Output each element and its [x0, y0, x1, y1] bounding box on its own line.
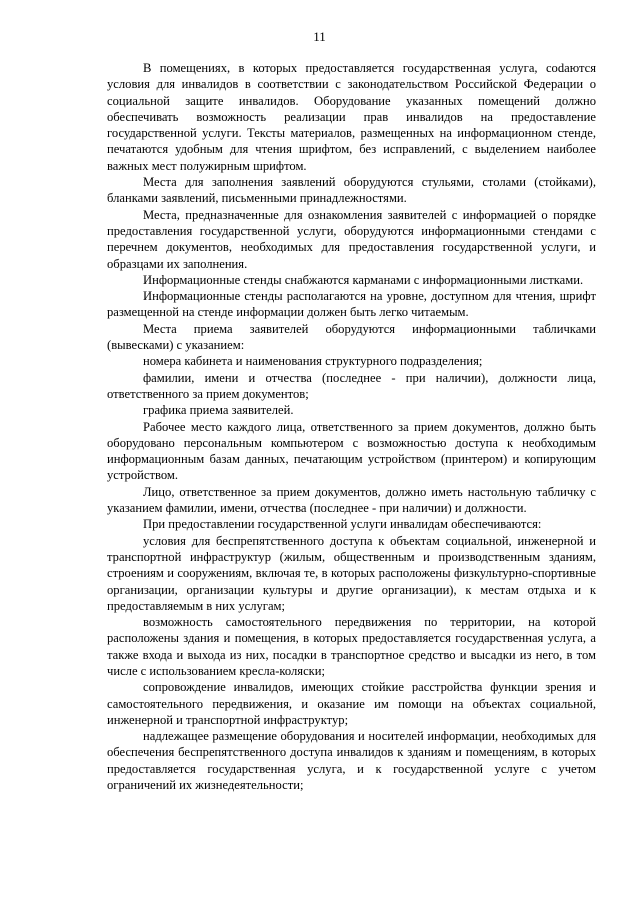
- paragraph: В помещениях, в которых предоставляется государственная услуга, соdаются условия для инвалидов в соответствии с законодательством Российской Федерации о социальной защите инвалидов. Оборудование указанных помещений должно обеспечивать возможность реализации прав инвалидов на предоставление государственной услуги. Тексты материалов, размещенных на информационном стенде, печатаются удобным для чтения шрифтом, без исправлений, с выделением наиболее важных мест полужирным шрифтом.: [107, 61, 596, 173]
- paragraph: Рабочее место каждого лица, ответственного за прием документов, должно быть оборудовано персональным компьютером с возможностью доступа к необходимым информационным базам данных, печатающим устройством (принтером) и копирующим устройством.: [107, 419, 596, 483]
- list-item: сопровождение инвалидов, имеющих стойкие расстройства функции зрения и самостоятельного передвижения, и оказание им помощи на объектах социальной, инженерной и транспортной инфраструктур;: [107, 680, 596, 727]
- list-item: графика приема заявителей.: [143, 403, 294, 418]
- list-item: надлежащее размещение оборудования и носителей информации, необходимых для обеспечения беспрепятственного доступа инвалидов к зданиям и помещениям, в которых предоставляется государственная услуга, и к государственной услуге с учетом ограничений их жизнедеятельности;: [107, 729, 596, 793]
- document-body: [107, 60, 596, 793]
- page-number: 11: [313, 29, 326, 44]
- list-item: возможность самостоятельного передвижения по территории, на которой расположены здания и помещения, в которых предоставляется государственная услуга, а также входа и выхода из них, посадки в транспортное средство и высадки из него, в том числе с использованием кресла-коляски;: [107, 615, 596, 678]
- paragraph: Информационные стенды располагаются на уровне, доступном для чтения, шрифт размещенной на стенде информации должен быть легко читаемым.: [107, 289, 596, 320]
- paragraph: Места приема заявителей оборудуются информационными табличками (вывесками) с указанием:: [107, 321, 596, 353]
- list-item: номера кабинета и наименования структурного подразделения;: [143, 354, 483, 369]
- list-item: фамилии, имени и отчества (последнее - при наличии), должности лица, ответственного за прием документов;: [107, 370, 596, 401]
- paragraph: При предоставлении государственной услуги инвалидам обеспечиваются:: [143, 517, 542, 532]
- paragraph: Места, предназначенные для ознакомления заявителей с информацией о порядке предоставления государственной услуги, оборудуются информационными стендами с перечнем документов, необходимых для предоставления государственной услуги, и образцами их заполнения.: [107, 207, 596, 271]
- paragraph: Лицо, ответственное за прием документов, должно иметь настольную табличку с указанием фамилии, имени, отчества (последнее - при наличии) и должности.: [107, 484, 596, 516]
- paragraph: Информационные стенды снабжаются карманами с информационными листками.: [143, 272, 584, 287]
- list-item: условия для беспрепятственного доступа к объектам социальной, инженерной и транспортной инфраструктур (жилым, общественным и производственным зданиям, строениям и сооружениям, включая те, в которых расположены физкультурно-спортивные организации, организации культуры и другие организации), к местам отдыха и к предоставляемым в них услугам;: [107, 533, 596, 613]
- paragraph: Места для заполнения заявлений оборудуются стульями, столами (стойками), бланками заявлений, письменными принадлежностями.: [107, 175, 596, 206]
